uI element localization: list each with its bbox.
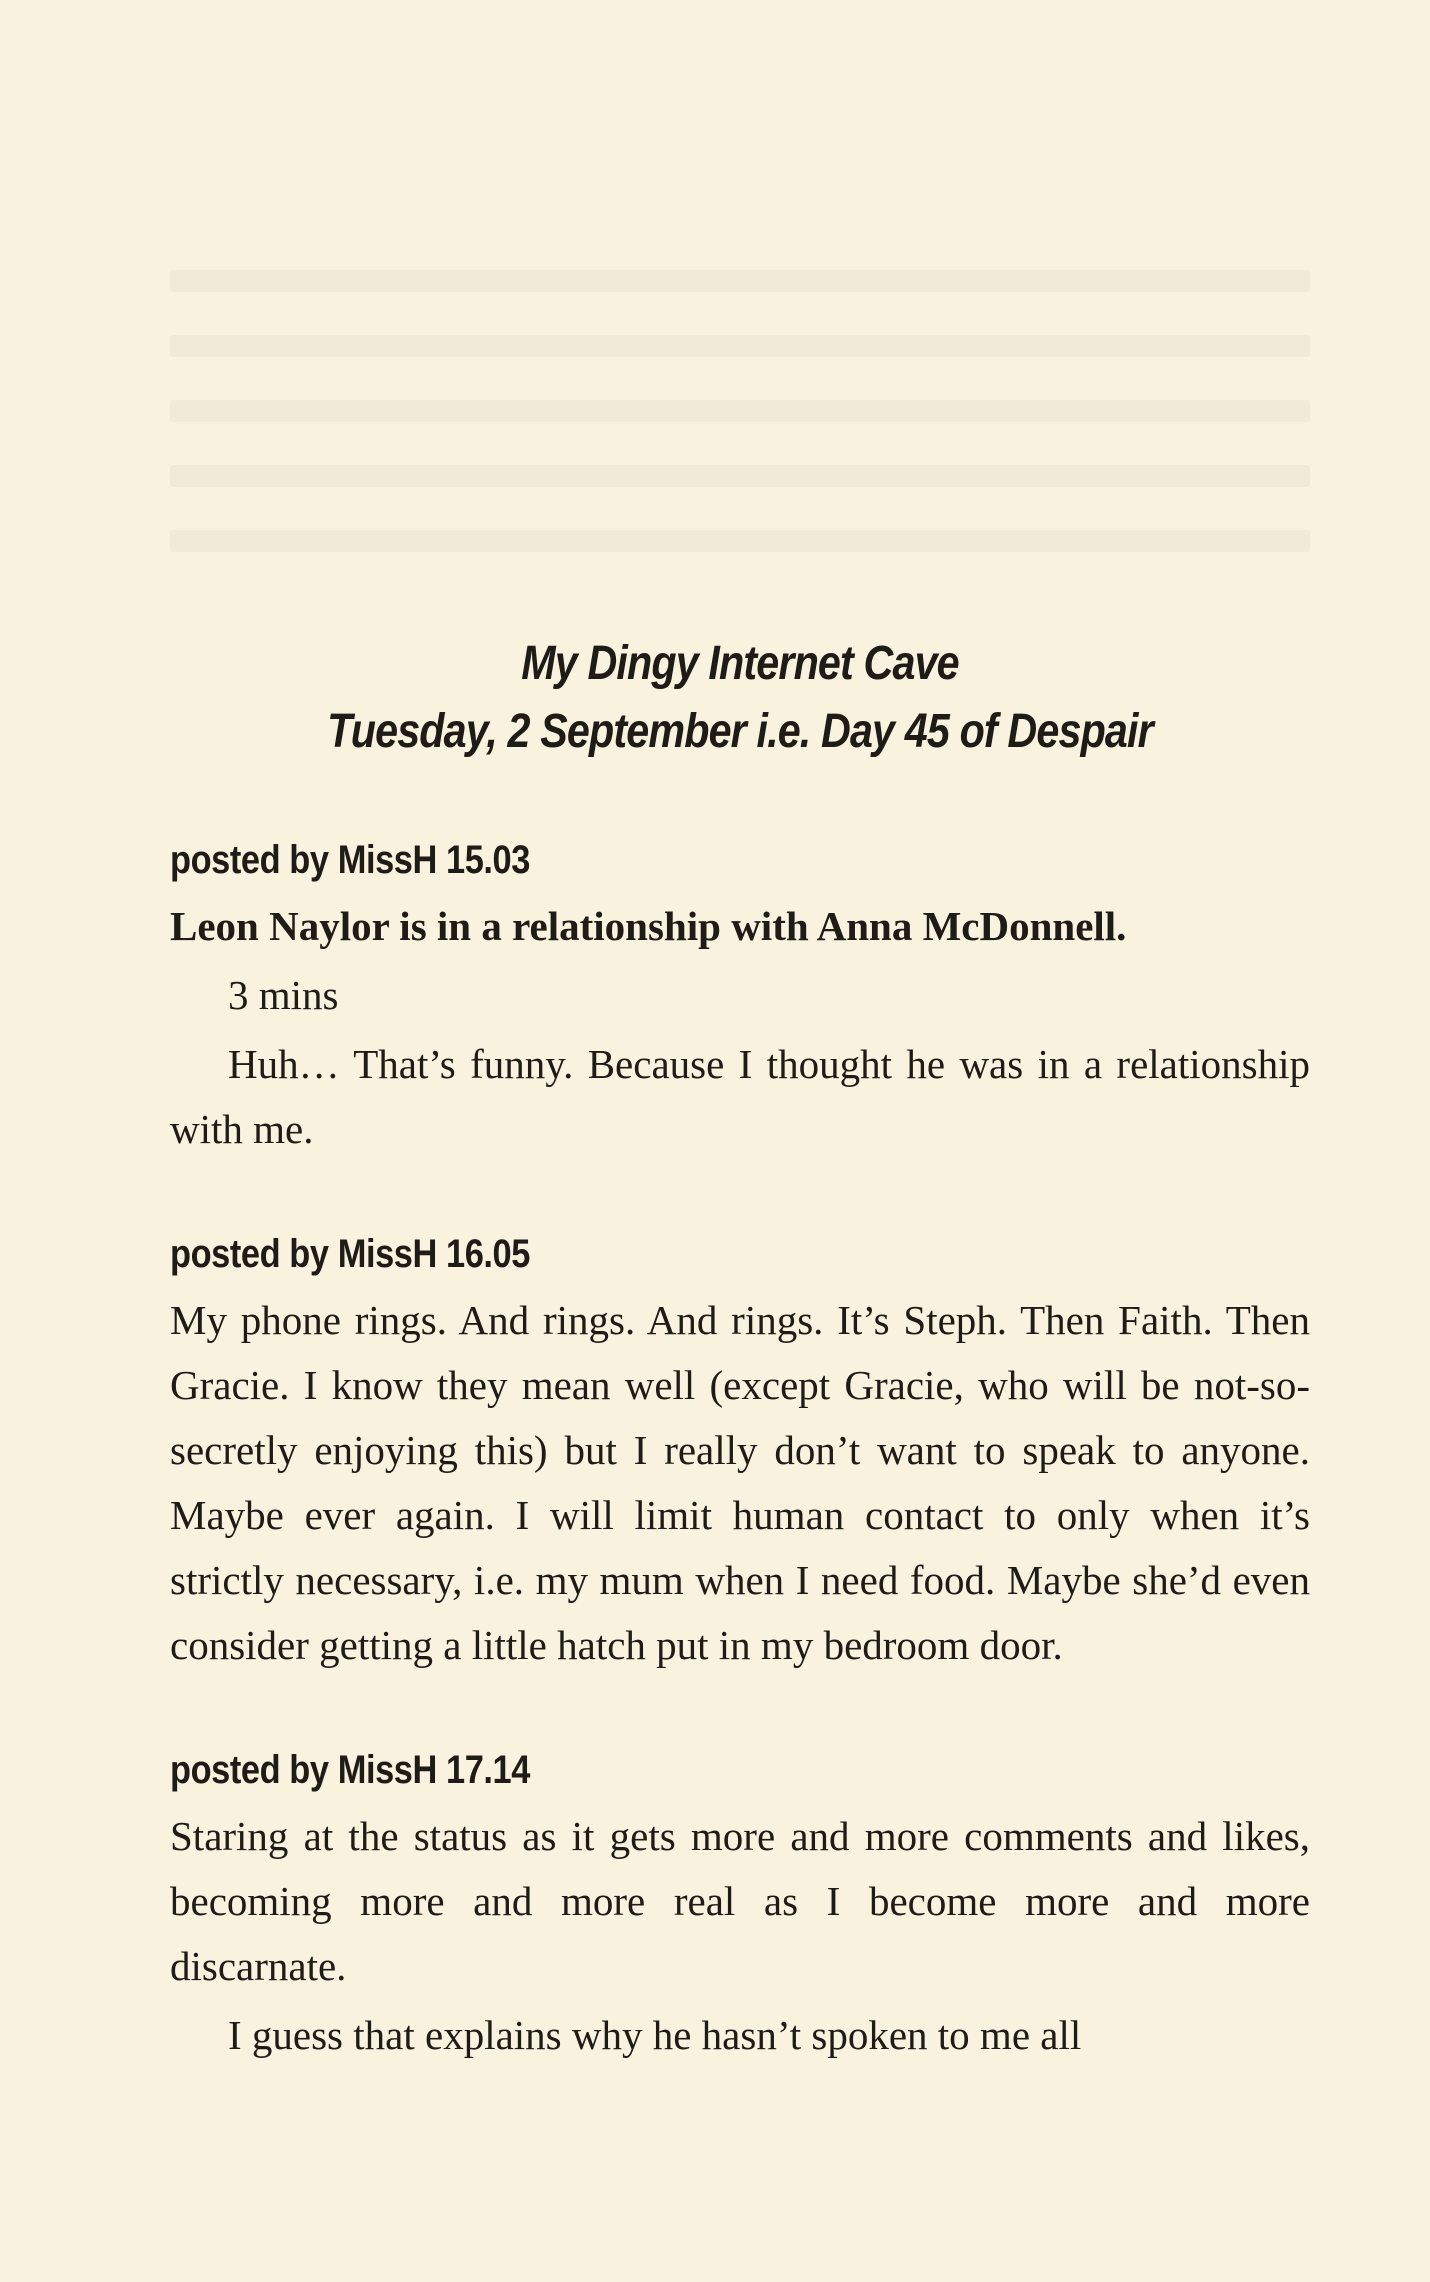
- post-paragraph: My phone rings. And rings. And rings. It’s Steph. Then Faith. Then Gracie. I know they mean well (except Gracie, who will be not-so-secretly enjoying this) but I really don’t want to speak to anyone. Maybe ever again. I will limit human contact to only when it’s strictly necessary, i.e. my mum when I need food. Maybe she’d even consider getting a little hatch put in my bedroom door.: [170, 1297, 1310, 1668]
- page-bleed-through: [170, 270, 1310, 292]
- blog-post: [170, 1224, 1310, 1678]
- post-header: posted by MissH 15.03: [170, 838, 530, 882]
- book-page: [170, 630, 1310, 2068]
- blog-post: [170, 1740, 1310, 2068]
- chapter-heading: [250, 630, 1230, 766]
- page-bleed-through: [170, 335, 1310, 357]
- post-header: posted by MissH 16.05: [170, 1232, 530, 1276]
- heading-line-2: Tuesday, 2 September i.e. Day 45 of Despair: [327, 705, 1153, 758]
- post-paragraph: Huh… That’s funny. Because I thought he was in a relationship with me.: [170, 1041, 1310, 1152]
- post-paragraph: I guess that explains why he hasn’t spoken to me all: [228, 2012, 1082, 2058]
- heading-line-1: My Dingy Internet Cave: [521, 637, 959, 690]
- post-paragraph: Staring at the status as it gets more and more comments and likes, becoming more and more real as I become more and more discarnate.: [170, 1813, 1310, 1989]
- status-update: Leon Naylor is in a relationship with Anna McDonnell.: [170, 903, 1127, 949]
- page-bleed-through: [170, 465, 1310, 487]
- post-header: posted by MissH 17.14: [170, 1748, 530, 1792]
- blog-post: [170, 830, 1310, 1162]
- page-bleed-through: [170, 400, 1310, 422]
- page-bleed-through: [170, 530, 1310, 552]
- status-timestamp: 3 mins: [228, 972, 339, 1018]
